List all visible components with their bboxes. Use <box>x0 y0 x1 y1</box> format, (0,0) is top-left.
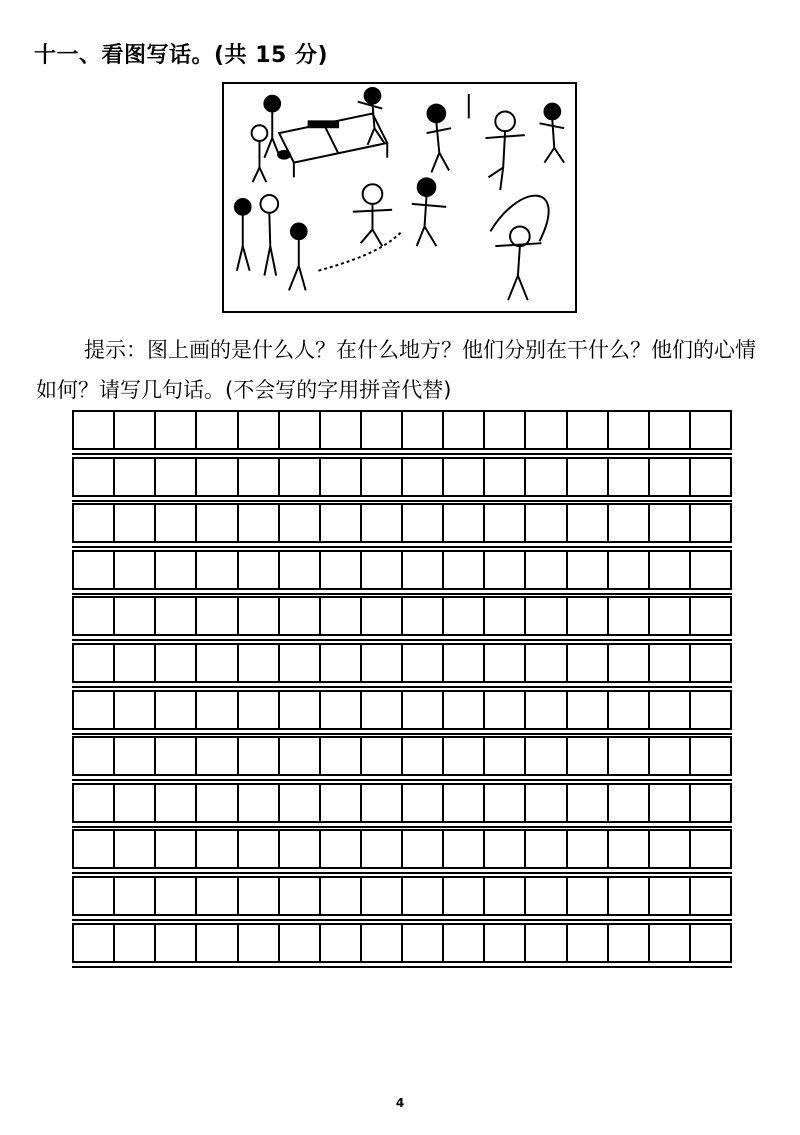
writing-cell[interactable] <box>280 783 321 823</box>
row-divider <box>72 919 732 921</box>
row-divider <box>72 872 732 874</box>
grid-cells <box>72 690 732 730</box>
writing-cell[interactable] <box>568 876 609 916</box>
writing-cell[interactable] <box>197 923 238 963</box>
writing-cell[interactable] <box>115 783 156 823</box>
writing-cell[interactable] <box>362 829 403 869</box>
writing-cell[interactable] <box>321 736 362 776</box>
writing-cell[interactable] <box>115 503 156 543</box>
writing-cell[interactable] <box>115 596 156 636</box>
jumping-child-icon <box>412 178 446 246</box>
writing-cell[interactable] <box>403 457 444 497</box>
writing-cell[interactable] <box>526 783 567 823</box>
row-divider <box>72 546 732 548</box>
writing-cell[interactable] <box>362 643 403 683</box>
writing-cell[interactable] <box>321 596 362 636</box>
row-divider <box>72 733 732 735</box>
writing-cell[interactable] <box>444 643 485 683</box>
writing-cell[interactable] <box>362 690 403 730</box>
writing-cell[interactable] <box>321 410 362 450</box>
row-divider <box>72 826 732 828</box>
writing-cell[interactable] <box>444 503 485 543</box>
writing-cell[interactable] <box>609 736 650 776</box>
writing-cell[interactable] <box>691 643 732 683</box>
writing-cell[interactable] <box>485 410 526 450</box>
writing-cell[interactable] <box>197 457 238 497</box>
writing-cell[interactable] <box>650 550 691 590</box>
writing-cell[interactable] <box>362 410 403 450</box>
writing-cell[interactable] <box>280 736 321 776</box>
writing-cell[interactable] <box>568 457 609 497</box>
writing-cell[interactable] <box>403 643 444 683</box>
row-divider <box>72 453 732 455</box>
writing-cell[interactable] <box>691 457 732 497</box>
writing-cell[interactable] <box>609 503 650 543</box>
writing-cell[interactable] <box>526 410 567 450</box>
writing-cell[interactable] <box>239 457 280 497</box>
writing-cell[interactable] <box>74 736 115 776</box>
writing-cell[interactable] <box>444 410 485 450</box>
writing-cell[interactable] <box>156 643 197 683</box>
ping-pong-table-icon <box>279 113 387 177</box>
writing-cell[interactable] <box>239 643 280 683</box>
grid-row <box>72 690 732 737</box>
writing-cell[interactable] <box>568 643 609 683</box>
writing-cell[interactable] <box>156 876 197 916</box>
writing-cell[interactable] <box>74 783 115 823</box>
writing-cell[interactable] <box>156 783 197 823</box>
writing-cell[interactable] <box>115 410 156 450</box>
writing-cell[interactable] <box>156 923 197 963</box>
writing-cell[interactable] <box>239 596 280 636</box>
writing-cell[interactable] <box>444 596 485 636</box>
writing-cell[interactable] <box>239 829 280 869</box>
writing-cell[interactable] <box>362 783 403 823</box>
writing-cell[interactable] <box>156 457 197 497</box>
grid-row <box>72 410 732 457</box>
writing-cell[interactable] <box>609 457 650 497</box>
writing-cell[interactable] <box>568 690 609 730</box>
grid-row <box>72 783 732 830</box>
writing-cell[interactable] <box>156 550 197 590</box>
writing-cell[interactable] <box>115 736 156 776</box>
grid-row <box>72 643 732 690</box>
writing-cell[interactable] <box>362 876 403 916</box>
writing-cell[interactable] <box>74 690 115 730</box>
writing-cell[interactable] <box>403 596 444 636</box>
writing-cell[interactable] <box>115 457 156 497</box>
writing-cell[interactable] <box>74 643 115 683</box>
writing-cell[interactable] <box>239 923 280 963</box>
writing-cell[interactable] <box>115 829 156 869</box>
writing-cell[interactable] <box>691 550 732 590</box>
writing-cell[interactable] <box>485 829 526 869</box>
writing-cell[interactable] <box>485 736 526 776</box>
grid-row <box>72 736 732 783</box>
writing-cell[interactable] <box>444 550 485 590</box>
writing-cell[interactable] <box>362 457 403 497</box>
writing-cell[interactable] <box>650 876 691 916</box>
writing-cell[interactable] <box>362 923 403 963</box>
writing-cell[interactable] <box>609 829 650 869</box>
writing-cell[interactable] <box>74 596 115 636</box>
grid-cells <box>72 829 732 869</box>
row-divider <box>72 966 732 968</box>
writing-cell[interactable] <box>74 457 115 497</box>
row-divider <box>72 686 732 688</box>
writing-cell[interactable] <box>362 596 403 636</box>
writing-cell[interactable] <box>156 596 197 636</box>
writing-cell[interactable] <box>568 550 609 590</box>
writing-cell[interactable] <box>444 690 485 730</box>
writing-cell[interactable] <box>197 829 238 869</box>
writing-cell[interactable] <box>74 923 115 963</box>
writing-cell[interactable] <box>403 829 444 869</box>
grid-row <box>72 923 732 970</box>
writing-cell[interactable] <box>444 736 485 776</box>
grid-cells <box>72 550 732 590</box>
writing-cell[interactable] <box>280 457 321 497</box>
writing-cell[interactable] <box>691 503 732 543</box>
writing-cell[interactable] <box>197 783 238 823</box>
writing-cell[interactable] <box>691 736 732 776</box>
section-title: 十一、看图写话。(共 15 分) <box>34 43 329 68</box>
writing-cell[interactable] <box>321 550 362 590</box>
writing-cell[interactable] <box>691 690 732 730</box>
writing-cell[interactable] <box>444 457 485 497</box>
writing-cell[interactable] <box>239 503 280 543</box>
writing-cell[interactable] <box>568 503 609 543</box>
grid-row <box>72 457 732 504</box>
writing-cell[interactable] <box>362 503 403 543</box>
writing-cell[interactable] <box>691 923 732 963</box>
writing-cell[interactable] <box>444 783 485 823</box>
writing-cell[interactable] <box>321 923 362 963</box>
writing-cell[interactable] <box>526 923 567 963</box>
writing-cell[interactable] <box>691 596 732 636</box>
writing-cell[interactable] <box>526 736 567 776</box>
children-playing-illustration <box>222 82 577 313</box>
grid-cells <box>72 876 732 916</box>
writing-cell[interactable] <box>197 410 238 450</box>
writing-cell[interactable] <box>526 690 567 730</box>
writing-cell[interactable] <box>197 876 238 916</box>
writing-cell[interactable] <box>650 410 691 450</box>
writing-cell[interactable] <box>403 550 444 590</box>
writing-cell[interactable] <box>239 690 280 730</box>
writing-cell[interactable] <box>568 829 609 869</box>
writing-cell[interactable] <box>444 876 485 916</box>
writing-cell[interactable] <box>650 783 691 823</box>
writing-cell[interactable] <box>197 550 238 590</box>
running-child-icon <box>427 105 452 173</box>
writing-cell[interactable] <box>609 690 650 730</box>
writing-cell[interactable] <box>321 829 362 869</box>
writing-cell[interactable] <box>321 643 362 683</box>
grid-cells <box>72 503 732 543</box>
writing-cell[interactable] <box>568 783 609 823</box>
writing-cell[interactable] <box>74 410 115 450</box>
writing-cell[interactable] <box>609 596 650 636</box>
row-divider <box>72 639 732 641</box>
writing-cell[interactable] <box>74 829 115 869</box>
writing-cell[interactable] <box>526 829 567 869</box>
writing-cell[interactable] <box>526 876 567 916</box>
grid-cells <box>72 643 732 683</box>
writing-cell[interactable] <box>239 550 280 590</box>
running-child-icon <box>485 112 524 191</box>
writing-cell[interactable] <box>239 783 280 823</box>
writing-cell[interactable] <box>280 690 321 730</box>
writing-cell[interactable] <box>280 829 321 869</box>
writing-cell[interactable] <box>156 410 197 450</box>
writing-cell[interactable] <box>485 643 526 683</box>
grid-row <box>72 829 732 876</box>
writing-cell[interactable] <box>485 596 526 636</box>
writing-cell[interactable] <box>691 829 732 869</box>
jumping-child-icon <box>353 184 392 246</box>
writing-cell[interactable] <box>526 550 567 590</box>
writing-cell[interactable] <box>280 550 321 590</box>
writing-cell[interactable] <box>280 923 321 963</box>
writing-cell[interactable] <box>280 410 321 450</box>
row-divider <box>72 593 732 595</box>
writing-cell[interactable] <box>321 457 362 497</box>
row-divider <box>72 779 732 781</box>
writing-cell[interactable] <box>156 503 197 543</box>
writing-cell[interactable] <box>74 876 115 916</box>
writing-cell[interactable] <box>650 596 691 636</box>
writing-cell[interactable] <box>197 596 238 636</box>
writing-cell[interactable] <box>197 503 238 543</box>
writing-cell[interactable] <box>568 410 609 450</box>
writing-cell[interactable] <box>321 783 362 823</box>
writing-cell[interactable] <box>650 643 691 683</box>
writing-cell[interactable] <box>74 550 115 590</box>
writing-cell[interactable] <box>197 643 238 683</box>
row-divider <box>72 500 732 502</box>
writing-cell[interactable] <box>568 736 609 776</box>
writing-cell[interactable] <box>485 783 526 823</box>
writing-cell[interactable] <box>362 550 403 590</box>
writing-cell[interactable] <box>609 643 650 683</box>
writing-cell[interactable] <box>609 410 650 450</box>
grid-cells <box>72 596 732 636</box>
writing-cell[interactable] <box>239 736 280 776</box>
writing-cell[interactable] <box>526 643 567 683</box>
writing-cell[interactable] <box>609 783 650 823</box>
writing-cell[interactable] <box>568 596 609 636</box>
grid-cells <box>72 457 732 497</box>
writing-cell[interactable] <box>115 923 156 963</box>
writing-hint <box>36 330 776 410</box>
writing-cell[interactable] <box>280 503 321 543</box>
writing-cell[interactable] <box>444 923 485 963</box>
writing-cell[interactable] <box>650 457 691 497</box>
writing-cell[interactable] <box>609 876 650 916</box>
writing-cell[interactable] <box>403 410 444 450</box>
writing-cell[interactable] <box>239 410 280 450</box>
writing-cell[interactable] <box>280 876 321 916</box>
writing-cell[interactable] <box>403 736 444 776</box>
writing-cell[interactable] <box>115 876 156 916</box>
writing-cell[interactable] <box>650 829 691 869</box>
writing-cell[interactable] <box>650 923 691 963</box>
writing-cell[interactable] <box>485 923 526 963</box>
writing-cell[interactable] <box>485 503 526 543</box>
writing-cell[interactable] <box>526 503 567 543</box>
writing-cell[interactable] <box>115 550 156 590</box>
writing-cell[interactable] <box>321 690 362 730</box>
writing-cell[interactable] <box>403 923 444 963</box>
grid-cells <box>72 410 732 450</box>
writing-cell[interactable] <box>321 503 362 543</box>
writing-cell[interactable] <box>362 736 403 776</box>
writing-grid[interactable] <box>72 410 732 969</box>
writing-cell[interactable] <box>650 690 691 730</box>
writing-cell[interactable] <box>691 783 732 823</box>
hint-text: 提示：图上画的是什么人？在什么地方？他们分别在干什么？他们的心情如何？请写几句话。(不会写的字用拼音代替) <box>36 338 756 402</box>
writing-cell[interactable] <box>321 876 362 916</box>
writing-cell[interactable] <box>650 503 691 543</box>
writing-cell[interactable] <box>650 736 691 776</box>
writing-cell[interactable] <box>74 503 115 543</box>
writing-cell[interactable] <box>197 736 238 776</box>
writing-cell[interactable] <box>115 643 156 683</box>
writing-cell[interactable] <box>403 876 444 916</box>
writing-cell[interactable] <box>115 690 156 730</box>
running-child-icon <box>540 104 565 163</box>
grid-cells <box>72 923 732 963</box>
grid-row <box>72 596 732 643</box>
grid-row <box>72 550 732 597</box>
grid-row <box>72 876 732 923</box>
grid-row <box>72 503 732 550</box>
grid-cells <box>72 783 732 823</box>
writing-cell[interactable] <box>280 643 321 683</box>
writing-cell[interactable] <box>197 690 238 730</box>
page-number: 4 <box>395 1096 405 1110</box>
writing-cell[interactable] <box>485 457 526 497</box>
writing-cell[interactable] <box>156 736 197 776</box>
writing-cell[interactable] <box>239 876 280 916</box>
writing-cell[interactable] <box>526 457 567 497</box>
writing-cell[interactable] <box>691 410 732 450</box>
writing-cell[interactable] <box>526 596 567 636</box>
writing-cell[interactable] <box>444 829 485 869</box>
grid-cells <box>72 736 732 776</box>
writing-cell[interactable] <box>403 690 444 730</box>
watching-children-icon <box>235 195 307 290</box>
writing-cell[interactable] <box>485 690 526 730</box>
writing-cell[interactable] <box>485 876 526 916</box>
writing-cell[interactable] <box>609 550 650 590</box>
writing-cell[interactable] <box>156 829 197 869</box>
writing-cell[interactable] <box>568 923 609 963</box>
writing-cell[interactable] <box>609 923 650 963</box>
writing-cell[interactable] <box>485 550 526 590</box>
rope-skipping-child-icon <box>495 226 541 300</box>
writing-cell[interactable] <box>156 690 197 730</box>
writing-cell[interactable] <box>403 783 444 823</box>
writing-cell[interactable] <box>280 596 321 636</box>
writing-cell[interactable] <box>691 876 732 916</box>
writing-cell[interactable] <box>403 503 444 543</box>
